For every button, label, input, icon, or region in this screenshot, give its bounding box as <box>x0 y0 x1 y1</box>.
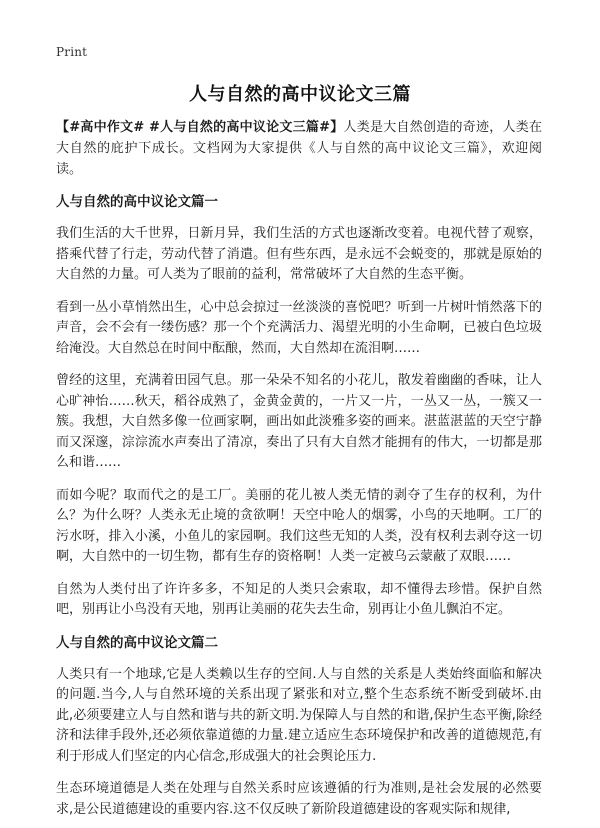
print-label: Print <box>56 45 88 59</box>
paragraph: 生态环境道德是人类在处理与自然关系时应该遵循的行为准则,是社会发展的必然要求,是公民道德建设的重要内容.这不仅反映了新阶段道德建设的客观实际和规律, <box>56 781 542 817</box>
intro-text: 人类是大自然创造的奇迹，人类在大自然的庇护下成长。文档网为大家提供《人与自然的高中议论文三篇》，欢迎阅读。 <box>56 120 542 177</box>
section-heading: 人与自然的高中议论文篇二 <box>56 634 218 651</box>
paragraph: 我们生活的大千世界，日新月异，我们生活的方式也逐渐改变着。电视代替了观察，搭乘代替了行走，劳动代替了消遣。但有些东西，是永远不会蜕变的，那就是原始的大自然的力量。可人类为了眼前的益利，常常破坏了大自然的生态平衡。 <box>56 226 542 282</box>
paragraph: 自然为人类付出了许许多多，不知足的人类只会索取，却不懂得去珍惜。保护自然吧，别再让小鸟没有天地，别再让美丽的花失去生命，别再让小鱼儿飘泊不定。 <box>56 581 542 617</box>
section-heading: 人与自然的高中议论文篇一 <box>56 194 218 210</box>
page-title: 人与自然的高中议论文三篇 <box>189 84 411 105</box>
paragraph: 人类只有一个地球,它是人类赖以生存的空间.人与自然的关系是人类始终面临和解决的问题.当今,人与自然环境的关系出现了紧张和对立,整个生态系统不断受到破坏.由此,必须要建立人与自然和谐与共的新文明.为保障人与自然的和谐,保护生态平衡,除经济和法律手段外,还必须依靠道德的力量.建立适应生态环境保护和改善的道德规范,有利于形成人们坚定的内心信念,形成强大的社会舆论压力. <box>56 666 542 764</box>
paragraph: 看到一丛小草悄然出生，心中总会掠过一丝淡淡的喜悦吧？听到一片树叶悄然落下的声音，会不会有一缕伤感？那一个个充满活力、渴望光明的小生命啊，已被白色垃圾给淹没。大自然总在时间中酝酿，然而，大自然却在流泪啊…… <box>56 299 542 356</box>
intro-tagline: 【#高中作文# #人与自然的高中议论文三篇#】 <box>56 120 344 135</box>
article-body <box>56 117 542 828</box>
paragraph: 而如今呢？取而代之的是工厂。美丽的花儿被人类无情的剥夺了生存的权利，为什么？为什么呀？人类永无止境的贪欲啊！天空中呛人的烟雾，小鸟的天地啊。工厂的污水呀，排入小溪，小鱼儿的家园啊。我们这些无知的人类，没有权利去剥夺这一切啊，大自然中的一切生物，都有生存的资格啊！人类一定被乌云蒙蔽了双眼…… <box>56 487 542 564</box>
intro-paragraph <box>56 117 542 180</box>
paragraph: 曾经的这里，充满着田园气息。那一朵朵不知名的小花儿，散发着幽幽的香味，让人心旷神怡……秋天，稻谷成熟了，金黄金黄的，一片又一片，一丛又一丛，一簇又一簇。我想，大自然多像一位画家啊，画出如此淡雅多姿的画来。湛蓝湛蓝的天空宁静而又深邃，淙淙流水声奏出了清凉，奏出了只有大自然才能拥有的伟大，一切都是那么和谐…… <box>56 373 542 470</box>
